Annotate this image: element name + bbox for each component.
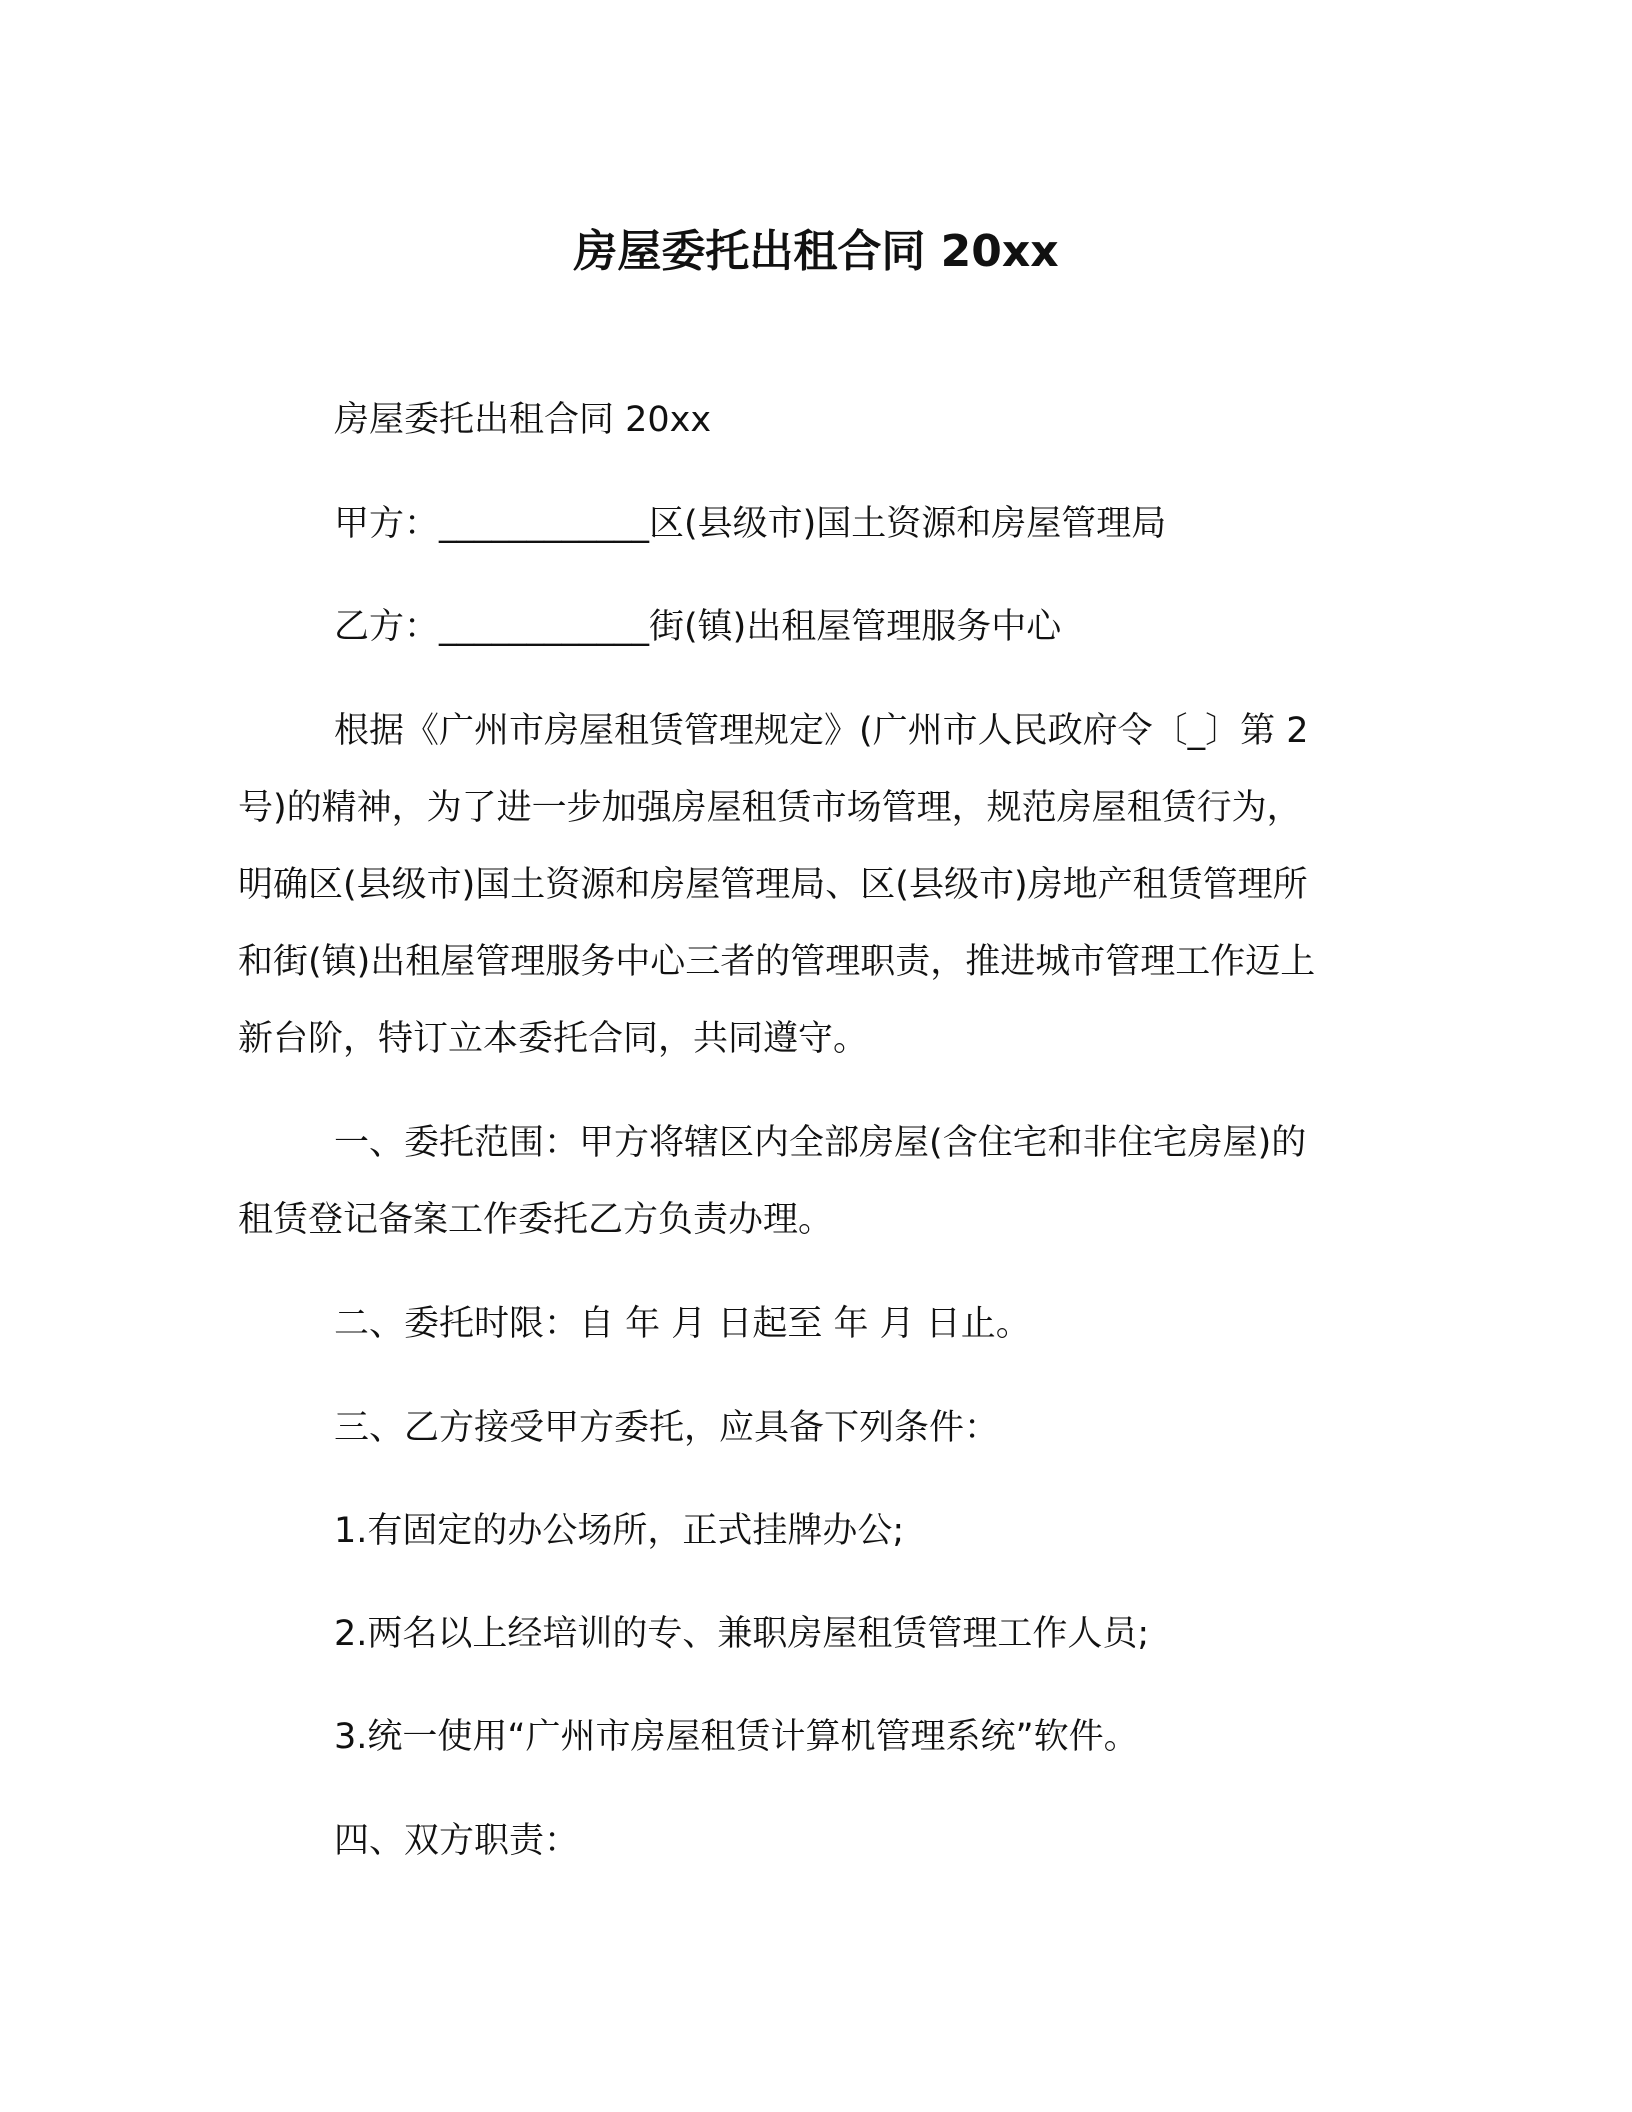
condition-2: 2.两名以上经培训的专、兼职房屋租赁管理工作人员; (334, 1614, 1150, 1654)
preamble-line-3: 明确区(县级市)国土资源和房屋管理局、区(县级市)房地产租赁管理所 (238, 865, 1308, 905)
preamble-line-4: 和街(镇)出租屋管理服务中心三者的管理职责，推进城市管理工作迈上 (238, 942, 1316, 982)
clause-1-line-2: 租赁登记备案工作委托乙方负责办理。 (238, 1200, 834, 1240)
condition-1: 1.有固定的办公场所，正式挂牌办公; (334, 1511, 905, 1551)
preamble-line-2: 号)的精神，为了进一步加强房屋租赁市场管理，规范房屋租赁行为， (238, 788, 1302, 828)
condition-3: 3.统一使用“广州市房屋租赁计算机管理系统”软件。 (334, 1717, 1139, 1757)
preamble-line-5: 新台阶，特订立本委托合同，共同遵守。 (238, 1019, 869, 1059)
clause-1-line-1: 一、委托范围：甲方将辖区内全部房屋(含住宅和非住宅房屋)的 (334, 1123, 1307, 1163)
party-a-line: 甲方：____________区(县级市)国土资源和房屋管理局 (334, 504, 1167, 544)
document-subtitle: 房屋委托出租合同 20xx (334, 400, 712, 440)
party-b-line: 乙方：____________街(镇)出租屋管理服务中心 (334, 607, 1062, 647)
clause-3: 三、乙方接受甲方委托，应具备下列条件： (334, 1408, 1000, 1448)
clause-2: 二、委托时限：自 年 月 日起至 年 月 日止。 (334, 1304, 1031, 1344)
document-title: 房屋委托出租合同 20xx (573, 226, 1059, 277)
clause-4: 四、双方职责： (334, 1821, 580, 1861)
preamble-line-1: 根据《广州市房屋租赁管理规定》(广州市人民政府令〔_〕第 2 (334, 711, 1309, 751)
